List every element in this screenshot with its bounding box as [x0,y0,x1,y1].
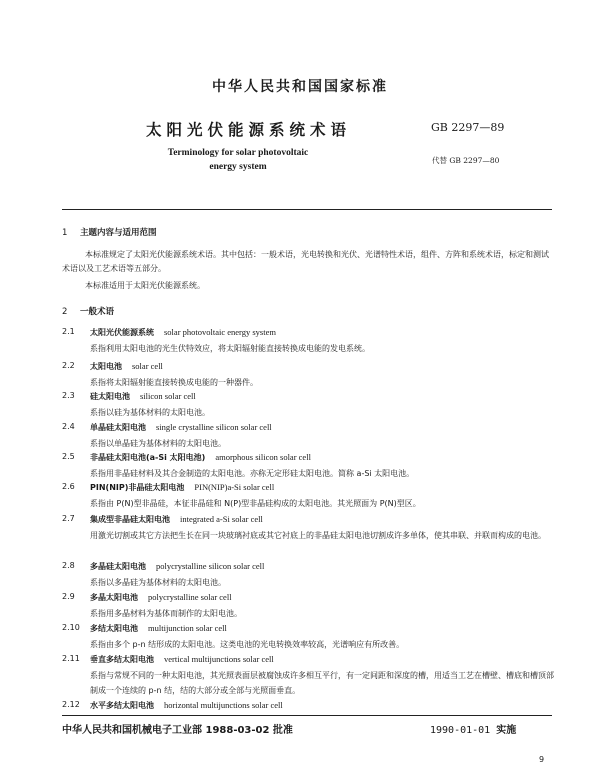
term-number: 2.10 [62,623,80,632]
term-english: amorphous silicon solar cell [215,452,311,462]
term-definition: 系指以单晶硅为基体材料的太阳电池。 [90,439,226,448]
term-definition: 系指由 P(N)型非晶硅，本征非晶硅和 N(P)型非晶硅构成的太阳电池。其光照面为 P(N)型区。 [90,499,421,508]
term-number: 2.7 [62,514,75,523]
approval-note: 中华人民共和国机械电子工业部 1988-03-02 批准 [62,725,293,736]
header-divider [62,209,552,210]
term-number: 2.11 [62,654,80,663]
section-1-heading [62,226,157,238]
section-number: 2 [62,307,68,317]
section-1-paragraph-2: 本标准适用于太阳光伏能源系统。 [85,281,205,290]
english-title-line-1: Terminology for solar photovoltaic [167,148,309,158]
term-chinese: 单晶硅太阳电池 [90,423,146,432]
page-number: 9 [539,755,545,764]
term-definition: 系指由多个 p-n 结形成的太阳电池。这类电池的光电转换效率较高，光谱响应有所改善。 [90,640,405,649]
term-chinese: 太阳电池 [90,362,122,371]
term-definition: 系指用非晶硅材料及其合金制造的太阳电池。亦称无定形硅太阳电池。简称 a-Si 太阳电池。 [90,469,415,478]
replaces-note: 代替 GB 2297—80 [432,156,500,165]
term-number: 2.2 [62,361,75,370]
term-number: 2.4 [62,422,75,431]
term-english: solar photovoltaic energy system [164,327,276,337]
term-english: vertical multijunctions solar cell [164,654,274,664]
term-number: 2.6 [62,482,75,491]
term-definition: 系指以多晶硅为基体材料的太阳电池。 [90,578,226,587]
term-chinese: 垂直多结太阳电池 [90,655,154,664]
term-chinese: PIN(NIP)非晶硅太阳电池 [90,483,185,492]
effective-note [430,721,516,736]
term-english: silicon solar cell [140,391,196,401]
term-number: 2.12 [62,700,80,709]
section-number: 1 [62,228,68,238]
term-english: PIN(NIP)a-Si solar cell [194,482,275,492]
term-number: 2.5 [62,452,75,461]
english-title-line-2: energy system [209,162,267,172]
term-chinese: 太阳光伏能源系统 [90,328,154,337]
term-definition: 系指与常规不同的一种太阳电池，其光照表面层被腐蚀成许多相互平行，有一定间距和深度的槽，用适当工艺在槽壁、槽底和槽顶部制成一个连续的 p-n 结，结的大部分或全部与光照面垂直。 [90,671,554,695]
footer-divider [62,715,552,716]
term-chinese: 多晶太阳电池 [90,593,138,602]
term-chinese: 硅太阳电池 [90,392,130,401]
term-number: 2.3 [62,391,75,400]
term-english: multijunction solar cell [148,623,227,633]
effective-label: 实施 [496,725,517,736]
effective-date: 1990-01-01 [430,725,491,736]
term-definition: 系指将太阳辐射能直接转换成电能的一种器件。 [90,378,258,387]
term-number: 2.1 [62,327,75,336]
term-definition: 用激光切割或其它方法把生长在同一块玻璃衬底或其它衬底上的非晶硅太阳电池切割成许多单体，使其串联、并联而构成的电池。 [90,531,546,540]
term-english: integrated a-Si solar cell [180,514,263,524]
term-english: horizontal multijunctions solar cell [164,700,283,710]
section-1-paragraph-1: 本标准规定了太阳光伏能源系统术语。其中包括：一般术语，光电转换和光伏、光谱特性术语，组件、方阵和系统术语，标定和测试术语以及工艺术语等五部分。 [62,250,549,273]
term-english: single crystalline silicon solar cell [156,422,272,432]
term-chinese: 水平多结太阳电池 [90,701,154,710]
term-chinese: 多晶硅太阳电池 [90,562,146,571]
term-chinese: 多结太阳电池 [90,624,138,633]
national-standard-heading: 中华人民共和国国家标准 [212,79,388,95]
term-english: polycrystalline solar cell [148,592,232,602]
term-number: 2.8 [62,561,75,570]
term-chinese: 非晶硅太阳电池(a-Si 太阳电池) [90,453,206,462]
term-definition: 系指利用太阳电池的光生伏特效应，将太阳辐射能直接转换成电能的发电系统。 [90,344,370,353]
term-chinese: 集成型非晶硅太阳电池 [90,515,170,524]
section-title: 主题内容与适用范围 [80,228,157,238]
section-title: 一般术语 [80,307,115,317]
english-title [148,146,328,174]
term-english: solar cell [132,361,163,371]
term-english: polycrystalline silicon solar cell [156,561,265,571]
term-number: 2.9 [62,592,75,601]
document-title: 太阳光伏能源系统术语 [146,121,352,139]
term-definition: 系指以硅为基体材料的太阳电池。 [90,408,210,417]
section-2-heading [62,305,114,317]
term-definition: 系指用多晶材料为基体而制作的太阳电池。 [90,609,242,618]
standard-code: GB 2297—89 [431,121,505,134]
